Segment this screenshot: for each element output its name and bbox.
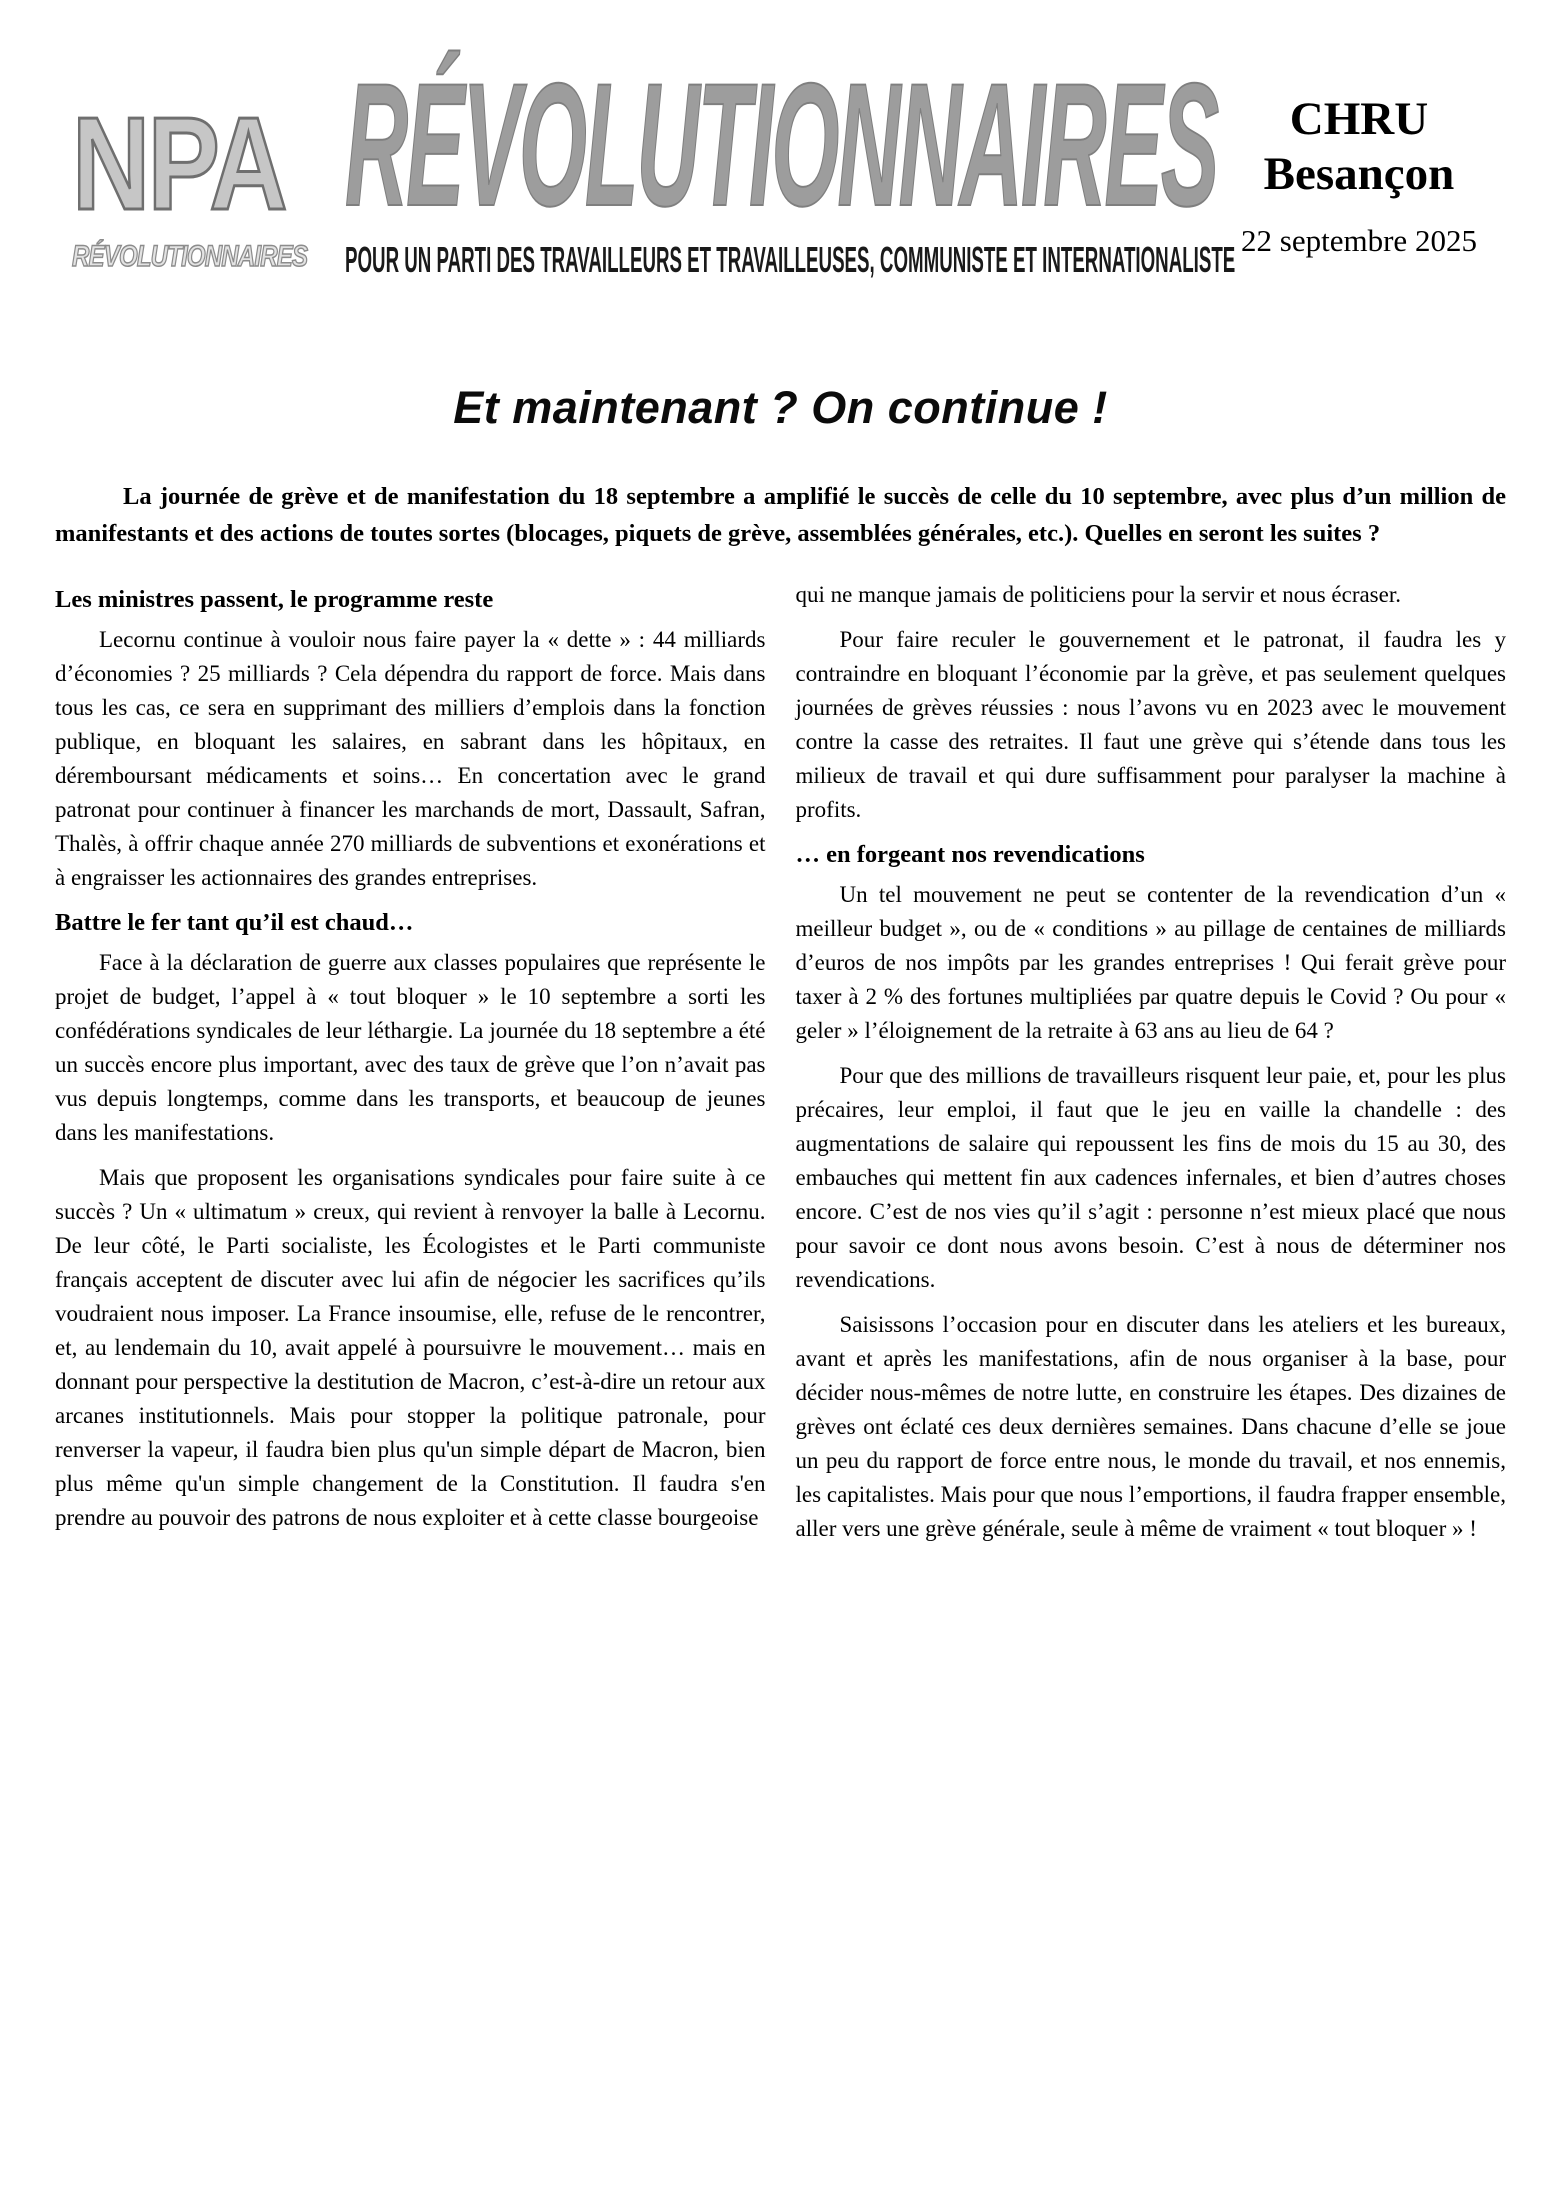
npa-logo xyxy=(72,90,366,273)
left-column xyxy=(55,578,766,1557)
intro-paragraph: La journée de grève et de manifestation du 18 septembre a amplifié le succès de celle du 10 septembre, avec plus d’un million de manifestants et des actions de toutes sortes (blocages, piquets de grève, assemblées générales, etc.). Quelles en seront les suites ? xyxy=(55,483,1506,547)
paragraph: Saisissons l’occasion pour en discuter dans les ateliers et les bureaux, avant et après les manifestations, afin de nous organiser à la base, pour décider nous-mêmes de notre lutte, en construire les étapes. Des dizaines de grèves ont éclaté ces deux dernières semaines. Dans chacune d’elle se joue un peu du rapport de force entre nous, le monde du travail, et nos ennemis, les capitalistes. Mais pour que nous l’emportions, il faudra frapper ensemble, aller vers une grève générale, seule à même de vraiment « tout bloquer » ! xyxy=(795,1312,1506,1541)
section-heading: Les ministres passent, le programme reste xyxy=(55,586,494,613)
paragraph: Pour que des millions de travailleurs risquent leur paie, et, pour les plus précaires, leur emploi, il faut que le jeu en vaille la chandelle : des augmentations de salaire qui repoussent les fins de mois du 15 au 30, des embauches qui mettent fin aux cadences infernales, et bien d’autres choses encore. C’est de nos vies qu’il s’agit : personne n’est mieux placé que nous pour savoir ce dont nous avons besoin. C’est à nous de déterminer nos revendications. xyxy=(795,1063,1506,1292)
paragraph: Face à la déclaration de guerre aux classes populaires que représente le projet de budget, l’appel à « tout bloquer » le 10 septembre a sorti les confédérations syndicales de leur léthargie. La journée du 18 septembre a été un succès encore plus important, avec des taux de grève que l’on n’avait pas vus depuis longtemps, comme dans les transports, et beaucoup de jeunes dans les manifestations. xyxy=(55,950,766,1145)
location-line1: CHRU xyxy=(1289,93,1429,145)
paragraph: Pour faire reculer le gouvernement et le patronat, il faudra les y contraindre en bloquant l’économie par la grève, et pas seulement quelques journées de grèves réussies : nous l’avons vu en 2023 avec le mouvement contre la casse des retraites. Il faut une grève qui s’étende dans tous les milieux de travail et qui dure suffisamment pour paralyser la machine à profits. xyxy=(795,627,1506,822)
paragraph: Mais que proposent les organisations syndicales pour faire suite à ce succès ? Un « ultimatum » creux, qui revient à renvoyer la balle à Lecornu. De leur côté, le Parti socialiste, les Écologistes et le Parti communiste français acceptent de discuter avec lui afin de négocier les sacrifices qu’ils voudraient nous imposer. La France insoumise, elle, refuse de le rencontrer, et, au lendemain du 10, avait appelé à poursuivre le mouvement… mais en donnant pour perspective la destitution de Macron, c’est-à-dire un retour aux arcanes institutionnels. Mais pour stopper la politique patronale, pour renverser la vapeur, il faudra bien plus qu'un simple départ de Macron, bien plus même qu'un simple changement de la Constitution. Il faudra s'en prendre au pouvoir des patrons de nous exploiter et à cette classe bourgeoise xyxy=(55,1165,766,1530)
location-line2: Besançon xyxy=(1263,148,1455,201)
npa-logo-subtext: RÉVOLUTIONNAIRES xyxy=(72,240,308,273)
article-title: Et maintenant ? On continue ! xyxy=(453,382,1108,433)
section-heading: … en forgeant nos revendications xyxy=(795,841,1145,868)
section-heading: Battre le fer tant qu’il est chaud… xyxy=(55,909,414,936)
paragraph: Lecornu continue à vouloir nous faire payer la « dette » : 44 milliards d’économies ? 25 milliards ? Cela dépendra du rapport de force. Mais dans tous les cas, ce sera en supprimant des milliers d’emplois dans la fonction publique, en bloquant les salaires, en sabrant dans les hôpitaux, en déremboursant médicaments et soins… En concertation avec le grand patronat pour continuer à financer les marchands de mort, Dassault, Safran, Thalès, à offrir chaque année 270 milliards de subventions et exonérations et à engraisser les actionnaires des grandes entreprises. xyxy=(55,627,766,890)
location-name xyxy=(1209,92,1509,203)
brand-title: RÉVOLUTIONNAIRES xyxy=(345,48,1218,243)
paragraph: qui ne manque jamais de politiciens pour la servir et nous écraser. xyxy=(795,582,1401,607)
issue-date: 22 septembre 2025 xyxy=(1241,222,1477,258)
masthead xyxy=(0,0,1561,330)
masthead-right xyxy=(1209,92,1509,259)
brand-subtitle: POUR UN PARTI DES TRAVAILLEURS ET TRAVAILLEUSES, COMMUNISTE ET INTERNATIONALISTE xyxy=(345,239,1236,280)
paragraph: Un tel mouvement ne peut se contenter de la revendication d’un « meilleur budget », ou de « conditions » au pillage de centaines de milliards d’euros de nos impôts par les grandes entreprises ! Qui ferait grève pour taxer à 2 % des fortunes multipliées par quatre depuis le Covid ? Ou pour « geler » l’éloignement de la retraite à 63 ans au lieu de 64 ? xyxy=(795,882,1506,1043)
right-column xyxy=(796,578,1507,1557)
npa-logo-text: NPA xyxy=(72,90,286,237)
article-columns xyxy=(55,578,1506,1557)
